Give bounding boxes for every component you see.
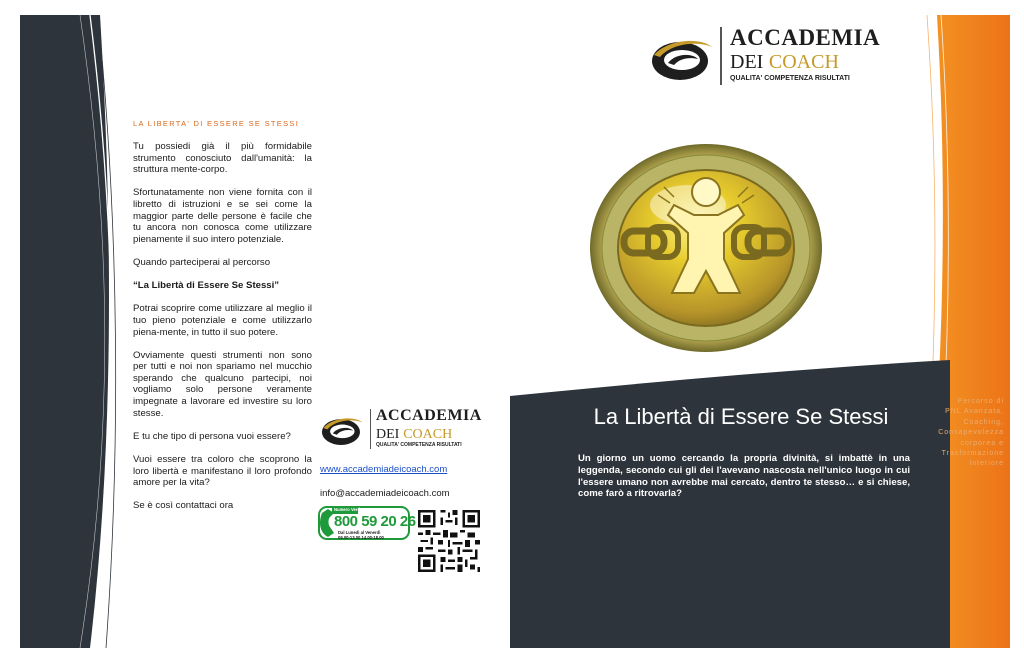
logo-name-line1: ACCADEMIA — [376, 407, 482, 424]
section-kicker: LA LIBERTA' DI ESSERE SE STESSI — [133, 119, 300, 128]
paragraph: E tu che tipo di persona vuoi essere? — [133, 430, 291, 442]
phone-days: Dal Lunedì al Venerdì — [338, 530, 381, 535]
website-link[interactable]: www.accademiadeicoach.com — [320, 464, 448, 475]
logo-divider — [370, 409, 371, 449]
logo-coach: COACH — [403, 427, 453, 442]
caption-line: Interiore — [969, 460, 1004, 468]
logo-swirl-icon — [650, 33, 716, 83]
caption-line: corporea e — [960, 439, 1004, 447]
paragraph: Vuoi essere tra coloro che scoprono la loro libertà e manifestano il loro profondo amore per la vita? — [133, 454, 312, 489]
brand-logo-small — [320, 407, 492, 451]
brand-logo-top — [650, 25, 900, 89]
logo-divider — [720, 27, 722, 85]
cover-title: La Libertà di Essere Se Stessi — [593, 404, 889, 429]
qr-code-image[interactable] — [418, 510, 480, 572]
caption-line: Percorso di — [957, 398, 1004, 405]
logo-name-line2 — [376, 425, 452, 443]
logo-tagline: QUALITA' COMPETENZA RISULTATI — [376, 442, 462, 448]
toll-free-number-badge[interactable] — [318, 505, 416, 541]
left-dark-panel — [20, 15, 130, 648]
paragraph: Sfortunatamente non viene fornita con il libretto di istruzioni e se sei come la maggior parte delle persone è facile che tu ancora non conosca come utilizzare pienamente il suo intero potenziale. — [133, 187, 312, 245]
phone-label: Numero Verde — [334, 507, 363, 512]
caption-line: PNL Avanzata, — [945, 408, 1004, 416]
paragraph: Ovviamente questi strumenti non sono per tutti e noi non spariamo nel mucchio sperando che qualcuno partecipi, noi vogliamo solo persone veramente impegnate a lavorare ed investire su loro stesse. — [133, 349, 312, 419]
paragraph: Tu possiedi già il più formidabile strumento conosciuto dall'umanità: la struttura mente-corpo. — [133, 141, 312, 176]
cover-text: Un giorno un uomo cercando la propria divinità, si imbattè in una leggenda, secondo cui gli dei l'avevano nascosta nell'unico luogo in cui l'essere umano non avrebbe mai cercato, dentro te stesso… e si chiese, come farò a ritrovarla? — [578, 453, 910, 500]
caption-line: Consapevolezza — [938, 429, 1004, 437]
logo-swirl-icon — [320, 413, 366, 447]
logo-tagline: QUALITA' COMPETENZA RISULTATI — [730, 75, 850, 82]
paragraph: Se è così contattaci ora — [133, 500, 234, 512]
course-side-caption — [924, 397, 1004, 470]
email-address[interactable]: info@accademiadeicoach.com — [320, 488, 450, 499]
logo-name-line1: ACCADEMIA — [730, 25, 881, 50]
logo-coach: COACH — [768, 51, 839, 73]
freedom-medallion-image — [588, 143, 824, 353]
brochure-page — [20, 15, 1010, 648]
caption-line: Coaching, — [963, 418, 1004, 426]
logo-dei: DEI — [376, 427, 400, 442]
logo-dei: DEI — [730, 51, 764, 73]
paragraph: Potrai scoprire come utilizzare al meglio il tuo pieno potenziale e come utilizzarlo piena-mente, in tutto il suo potere. — [133, 303, 312, 338]
course-title-quote: “La Libertà di Essere Se Stessi” — [133, 280, 280, 292]
phone-number: 800 59 20 26 — [334, 513, 416, 530]
paragraph: Quando parteciperai al percorso — [133, 256, 271, 268]
caption-line: Trasformazione — [941, 450, 1004, 458]
phone-hours: 09.00-13.00 14.00-18.00 — [338, 535, 384, 540]
left-column-body — [133, 141, 312, 524]
logo-name-line2 — [730, 51, 839, 74]
